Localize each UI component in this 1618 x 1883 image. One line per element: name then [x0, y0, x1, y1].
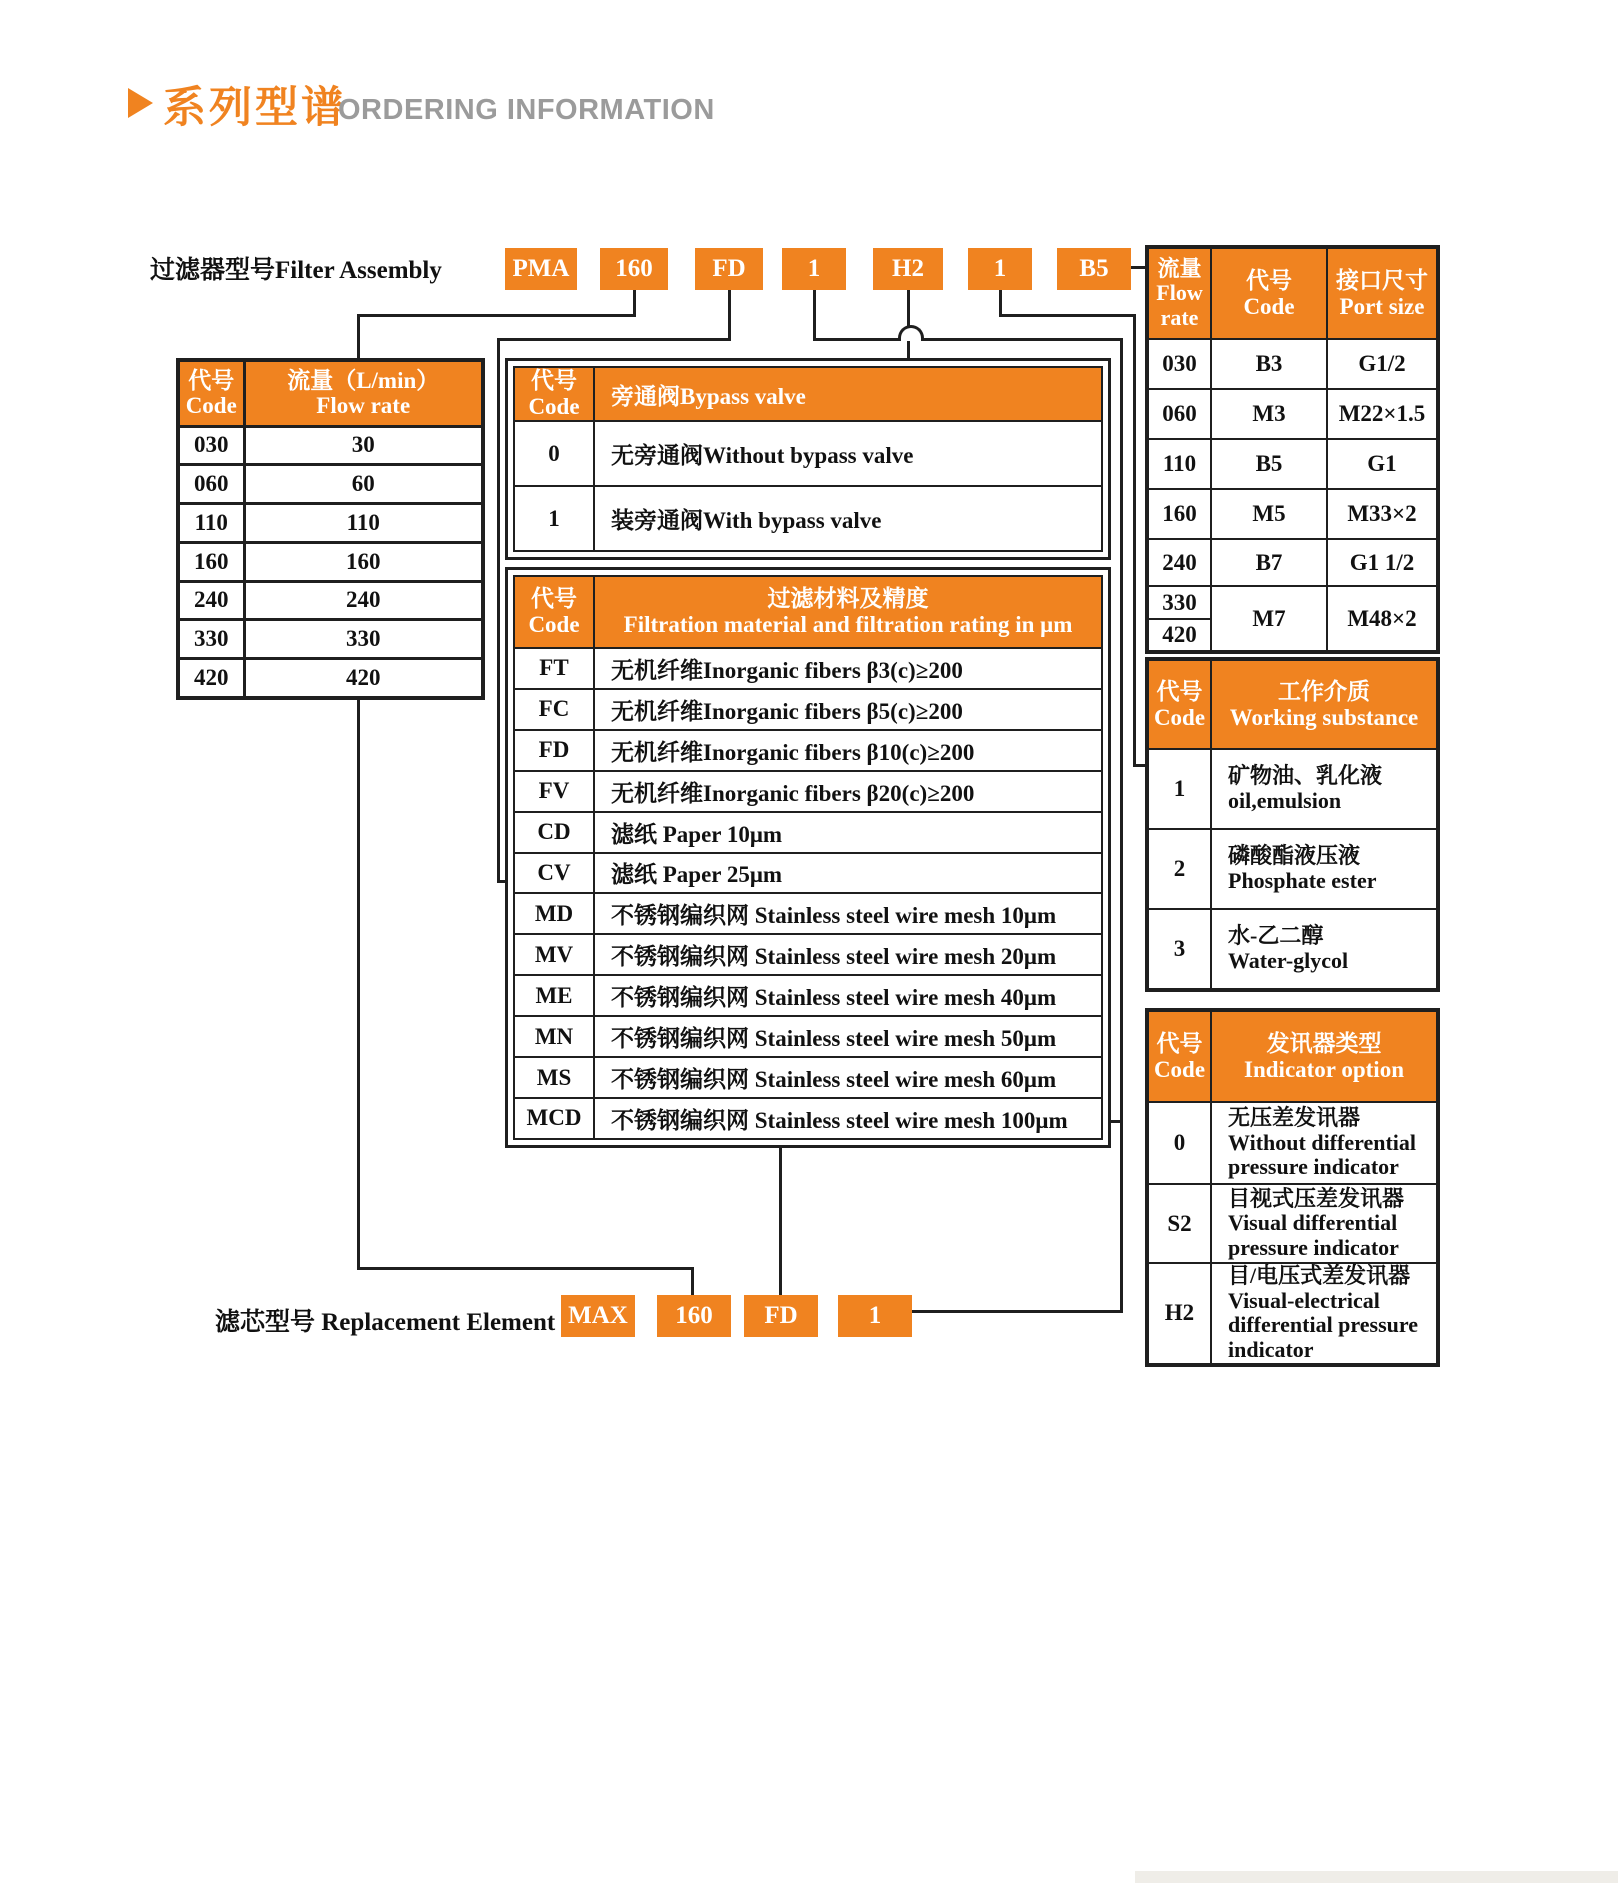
table-row: 3 水-乙二醇 Water-glycol	[1147, 909, 1438, 990]
table-row: 030 30	[178, 426, 483, 465]
connector-line	[357, 1267, 694, 1270]
table-row: MN 不锈钢编织网 Stainless steel wire mesh 50μm	[514, 1016, 1102, 1057]
indicator-option-table	[1145, 1008, 1440, 1367]
table-row: FT 无机纤维Inorganic fibers β3(c)≥200	[514, 648, 1102, 689]
connector-line	[813, 290, 816, 341]
filter-assembly-label: 过滤器型号Filter Assembly	[150, 257, 442, 284]
table-row: 420 420	[178, 659, 483, 699]
column-header: 流量 Flow rate	[1147, 247, 1211, 339]
table-row: MV 不锈钢编织网 Stainless steel wire mesh 20μm	[514, 934, 1102, 975]
column-header: 流量（L/min） Flow rate	[244, 360, 483, 426]
assembly-code-box-indicator: H2	[873, 248, 943, 290]
table-row: FD 无机纤维Inorganic fibers β10(c)≥200	[514, 730, 1102, 771]
table-row: FC 无机纤维Inorganic fibers β5(c)≥200	[514, 689, 1102, 730]
port-size-table	[1145, 245, 1440, 654]
bypass-valve-table	[505, 358, 1111, 560]
assembly-code-box-port: B5	[1057, 248, 1131, 290]
table-row: 060 M3 M22×1.5	[1147, 389, 1438, 439]
table-row: 110 110	[178, 504, 483, 543]
assembly-code-box-bypass: 1	[782, 248, 846, 290]
table-row: MD 不锈钢编织网 Stainless steel wire mesh 10μm	[514, 893, 1102, 934]
table-row: CV 滤纸 Paper 25μm	[514, 853, 1102, 894]
table-row: 420	[1147, 619, 1438, 652]
table-title: 旁通阀Bypass valve	[594, 367, 1102, 421]
page-title-en: ORDERING INFORMATION	[338, 94, 715, 126]
table-row: FV 无机纤维Inorganic fibers β20(c)≥200	[514, 771, 1102, 812]
table-row: CD 滤纸 Paper 10μm	[514, 812, 1102, 853]
connector-line	[357, 700, 360, 1270]
connector-line	[691, 1267, 694, 1297]
working-substance-table	[1145, 657, 1440, 992]
column-header: 代号 Code	[1147, 1010, 1211, 1102]
table-row: 2 磷酸酯液压液 Phosphate ester	[1147, 829, 1438, 909]
assembly-code-box-series: PMA	[505, 248, 577, 290]
table-title: 发讯器类型 Indicator option	[1211, 1010, 1438, 1102]
element-code-box-bypass: 1	[838, 1295, 912, 1337]
table-row: 030 B3 G1/2	[1147, 339, 1438, 389]
column-header: 代号 Code	[1211, 247, 1327, 339]
element-code-box-flow: 160	[657, 1295, 731, 1337]
table-row: 160 160	[178, 542, 483, 581]
column-header: 接口尺寸 Port size	[1327, 247, 1438, 339]
table-row: 0 无旁通阀Without bypass valve	[514, 421, 1102, 486]
table-row: 1 矿物油、乳化液 oil,emulsion	[1147, 749, 1438, 829]
connector-line	[999, 314, 1136, 317]
connector-line	[1133, 314, 1136, 767]
table-row: 1 装旁通阀With bypass valve	[514, 486, 1102, 551]
column-header: 代号 Code	[514, 576, 594, 648]
section-arrow-icon	[128, 88, 153, 118]
connector-line	[633, 290, 636, 317]
connector-line	[357, 314, 636, 317]
table-row: H2 目/电压式差发讯器 Visual-electrical differential pressure indicator	[1147, 1263, 1438, 1365]
table-row: 110 B5 G1	[1147, 439, 1438, 489]
filtration-material-table	[505, 567, 1111, 1148]
assembly-code-box-flow: 160	[600, 248, 668, 290]
table-row: S2 目视式压差发讯器 Visual differential pressure indicator	[1147, 1184, 1438, 1263]
element-code-box-series: MAX	[561, 1295, 635, 1337]
page-footer-bar	[1135, 1871, 1618, 1883]
connector-line	[1120, 338, 1123, 1313]
connector-line	[912, 1310, 1123, 1313]
element-code-box-filtration: FD	[744, 1295, 818, 1337]
table-title: 工作介质 Working substance	[1211, 659, 1438, 749]
connector-line	[924, 338, 1123, 341]
line-hop-arc	[898, 325, 924, 341]
column-header: 代号 Code	[514, 367, 594, 421]
column-header: 代号 Code	[178, 360, 244, 426]
assembly-code-box-filtration: FD	[695, 248, 763, 290]
connector-line	[907, 290, 910, 358]
page-title-cn: 系列型谱	[163, 84, 347, 132]
connector-line	[779, 1148, 782, 1297]
replacement-element-label: 滤芯型号 Replacement Element	[215, 1309, 556, 1336]
table-title: 过滤材料及精度 Filtration material and filtration rating in μm	[594, 576, 1102, 648]
connector-line	[497, 338, 731, 341]
table-row: MCD 不锈钢编织网 Stainless steel wire mesh 100μm	[514, 1098, 1102, 1139]
table-row: 060 60	[178, 465, 483, 504]
table-row: MS 不锈钢编织网 Stainless steel wire mesh 60μm	[514, 1057, 1102, 1098]
column-header: 代号 Code	[1147, 659, 1211, 749]
table-row: 160 M5 M33×2	[1147, 489, 1438, 539]
connector-line	[728, 290, 731, 341]
table-row: 330 330	[178, 620, 483, 659]
connector-line	[497, 338, 500, 883]
table-row: 240 B7 G1 1/2	[1147, 539, 1438, 586]
table-row: 330 M7 M48×2	[1147, 586, 1438, 619]
table-row: ME 不锈钢编织网 Stainless steel wire mesh 40μm	[514, 975, 1102, 1016]
connector-line	[999, 290, 1002, 317]
connector-line	[813, 338, 898, 341]
table-row: 240 240	[178, 581, 483, 620]
flow-rate-table	[176, 358, 485, 700]
assembly-code-box-substance: 1	[968, 248, 1032, 290]
table-row: 0 无压差发讯器 Without differential pressure indicator	[1147, 1102, 1438, 1184]
connector-line	[357, 314, 360, 360]
